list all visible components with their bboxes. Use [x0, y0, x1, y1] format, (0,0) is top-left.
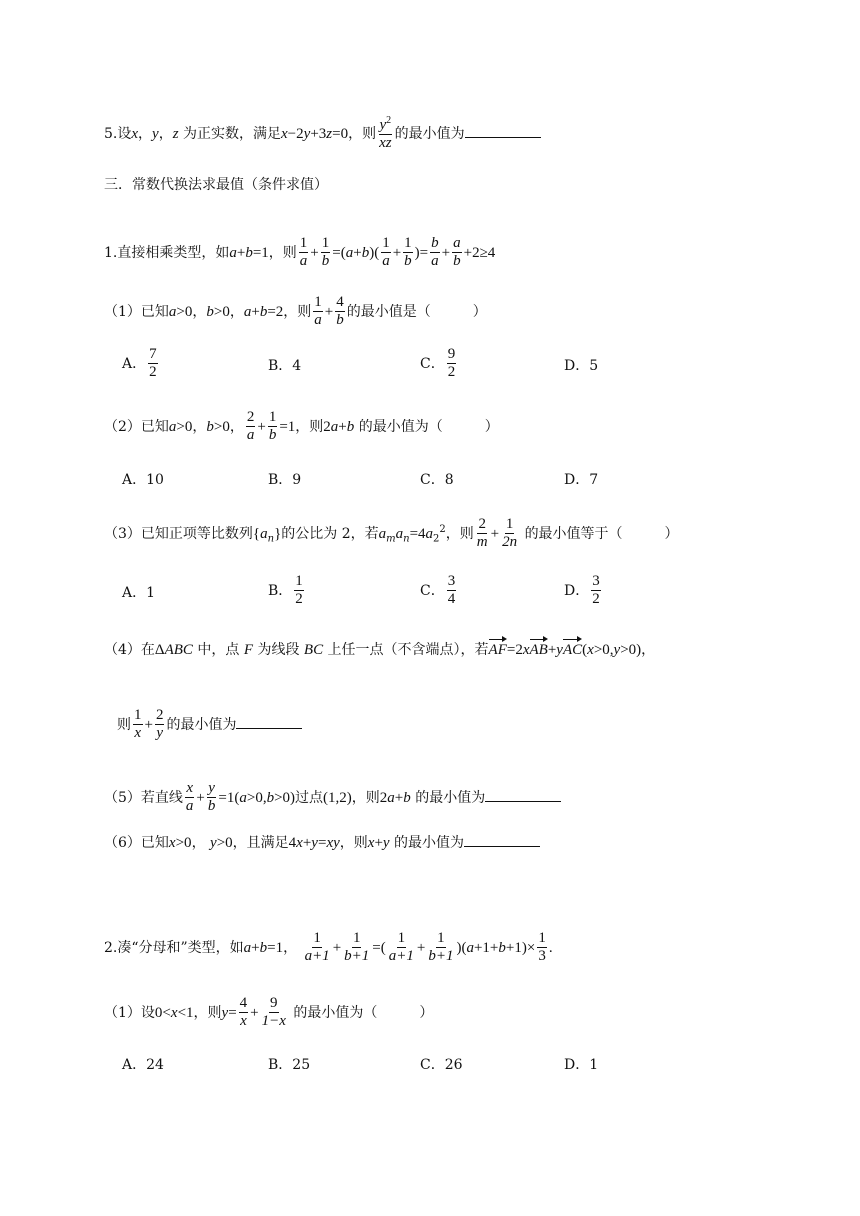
- subsection-2-title: 2.凑“分母和”类型，如a+b=1， $\frac{1}{a+1}$ + $\frac{1}{b+1}$ =( $\frac{1}{a+1}$ + $\frac{1}{b+1}$ )(a+1+b+1)× $\frac{1}{3}$ .: [104, 930, 553, 965]
- option-a[interactable]: A． $\frac{7}{2}$: [122, 346, 157, 381]
- problem-1: （1）已知a>0，b>0，a+b=2，则 $\frac{1}{a}$ + $\frac{4}{b}$ 的最小值是（ ）: [104, 294, 487, 329]
- fraction: $\frac{y^2}{xz}$: [379, 115, 392, 152]
- option-c[interactable]: C．26: [420, 1057, 463, 1073]
- answer-blank[interactable]: [464, 845, 540, 847]
- option-a[interactable]: A．1: [122, 585, 156, 601]
- problem-6: （6）已知x>0， y>0，且满足4x+y=xy，则x+y 的最小值为: [104, 836, 540, 851]
- answer-blank[interactable]: [236, 727, 302, 729]
- option-c[interactable]: C．8: [420, 472, 454, 488]
- option-a[interactable]: A．10: [122, 472, 164, 488]
- problem-2-1: （1）设0<x<1，则y= $\frac{4}{x}$ + $\frac{9}{1-x}$ 的最小值为（ ）: [104, 995, 434, 1030]
- problem-4: （4）在ΔABC 中，点 F 为线段 BC 上任一点（不含端点），若AF=2xAB+yAC(x>0,y>0)，: [104, 642, 656, 658]
- answer-blank[interactable]: [485, 800, 561, 802]
- option-b[interactable]: B．25: [268, 1057, 311, 1073]
- answer-blank[interactable]: [465, 136, 541, 138]
- problem-4-line-2: 则 $\frac{1}{x}$ + $\frac{2}{y}$ 的最小值为: [117, 707, 302, 743]
- option-b[interactable]: B． $\frac{1}{2}$: [268, 573, 303, 608]
- option-c[interactable]: C． $\frac{3}{4}$: [420, 573, 456, 608]
- section-title: 三．常数代换法求最值（条件求值）: [104, 177, 328, 193]
- option-d[interactable]: D．5: [564, 358, 599, 374]
- option-d[interactable]: D． $\frac{3}{2}$: [564, 573, 600, 608]
- subsection-1-title: 1.直接相乘类型，如a+b=1，则 $\frac{1}{a}$ + $\frac{1}{b}$ =(a+b)( $\frac{1}{a}$ + $\frac{1}{b}$ )= $\frac{b}{a}$ + $\frac{a}{b}$ +2≥4: [104, 235, 496, 270]
- option-d[interactable]: D．7: [564, 472, 599, 488]
- option-b[interactable]: B．9: [268, 472, 302, 488]
- option-c[interactable]: C． $\frac{9}{2}$: [420, 346, 456, 381]
- problem-2: （2）已知a>0，b>0， $\frac{2}{a}$ + $\frac{1}{b}$ =1，则2a+b 的最小值为（ ）: [104, 409, 499, 444]
- option-b[interactable]: B．4: [268, 358, 302, 374]
- question-5: 5.设x，y，z 为正实数，满足x−2y+3z=0，则 $\frac{y^2}{xz}$ 的最小值为: [104, 115, 541, 153]
- option-d[interactable]: D．1: [564, 1057, 599, 1073]
- problem-3: （3）已知正项等比数列$\{a_n\}$的公比为 2，若$a_ma_n=4a_2^2$，则 $\frac{2}{m}$ + $\frac{1}{2n}$ 的最小值等于（ ）: [104, 516, 679, 551]
- problem-5: （5）若直线 $\frac{x}{a}$ + $\frac{y}{b}$ =1(a>0,b>0)过点(1,2)，则2a+b 的最小值为: [104, 780, 561, 816]
- option-a[interactable]: A．24: [122, 1057, 164, 1073]
